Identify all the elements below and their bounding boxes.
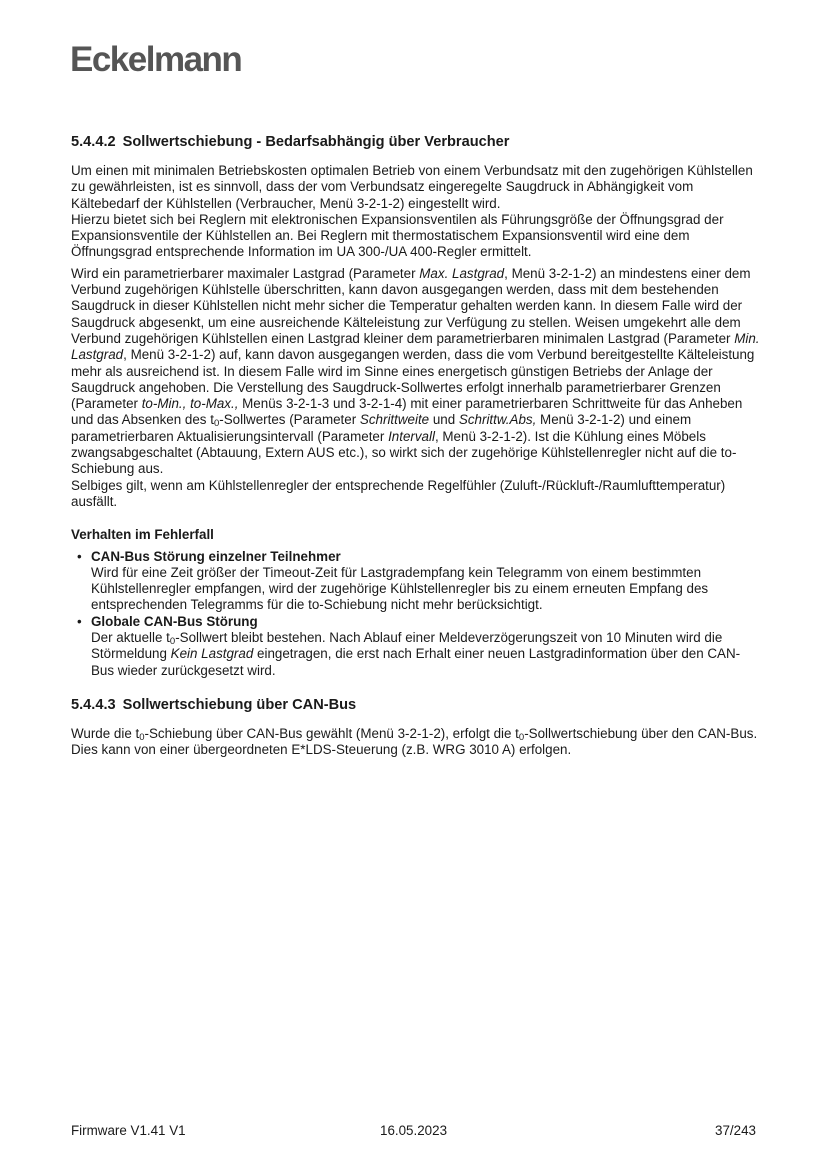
text: , Menü 3-2-1-2) auf, kann davon ausgegangen werden, dass die vom Verbund bereitgestellte Kälteleistung mehr als ausreichend ist. In diesem Falle wird im Sinne eines energetisch günstigen Betriebs der Anlage der Saugdruck angehoben. Die Verstellung des Saugdruck-Sollwertes erfolgt innerhalb parametrierbarer Grenzen (Parameter [71,347,755,412]
text: und [429,412,459,428]
text: Wurde die t [71,725,140,741]
subscript: 0 [139,731,145,743]
subscript: 0 [169,636,176,648]
fault-heading: Verhalten im Fehlerfall [71,527,214,543]
bullet: • [77,613,82,629]
section-title: Sollwertschiebung - Bedarfsabhängig über Verbraucher [122,134,510,150]
section-number: 5.4.4.2 [71,134,116,150]
param-schrittw-abs: Schrittw.Abs, [458,412,537,428]
intro-text: Um einen mit minimalen Betriebskosten optimalen Betrieb von einem Verbundsatz mit den zugehörigen Kühlstellen zu gewährleisten, ist es sinnvoll, dass der vom Verbundsatz eingeregelte Saugdruck in Abhängigkeit vom Kältebedarf der Kühlstellen (Verbraucher, Menü 3-2-1-2) eingestellt wird. [71,163,753,211]
text: Wird ein parametrierbarer maximaler Lastgrad (Parameter [71,265,420,281]
firmware-version: Firmware V1.41 V1 [71,1123,186,1138]
bullet: • [77,548,82,564]
param-schrittweite: Schrittweite [359,412,430,428]
document-date: 16.05.2023 [380,1123,448,1138]
list-item-title: Globale CAN-Bus Störung [91,613,258,629]
fault-list [71,549,761,679]
param-max-lastgrad: Max. Lastgrad [419,265,505,281]
paragraph-lastgrad [71,266,761,510]
text: Selbiges gilt, wenn am Kühlstellenregler der entsprechende Regelfühler (Zuluft-/Rückluft-/Raumlufttemperatur) ausfällt. [71,477,726,509]
subscript: 0 [518,731,525,743]
section-heading-5-4-4-3 [71,696,761,714]
section-heading-5-4-4-2 [71,133,761,151]
intro-text-2: Hierzu bietet sich bei Reglern mit elektronischen Expansionsventilen als Führungsgröße der Öffnungsgrad der Expansionsventile der Kühlstellen an. Bei Reglern mit thermostatischem Expansionsventil wird eine dem Öffnungsgrad entsprechende Information im UA 300-/UA 400-Regler ermittelt. [71,211,724,260]
text: -Sollwert bleibt bestehen. Nach Ablauf einer Meldeverzögerungszeit von 10 Minuten wird die Störmeldung [91,630,723,662]
paragraph-intro [71,163,761,261]
param-to-min-max: to-Min., to-Max., [141,396,239,412]
text: -Schiebung über CAN-Bus gewählt (Menü 3-2-1-2), erfolgt die t [144,725,519,741]
list-item [71,549,761,614]
eckelmann-logo: Eckelmann [70,40,242,79]
paragraph-can-bus [71,726,761,759]
text: Menü 3-2-1-2) und einem parametrierbaren Aktualisierungsintervall (Parameter [71,412,692,444]
subscript: 0 [213,418,220,430]
text: -Sollwertes (Parameter [219,412,360,428]
text: , Menü 3-2-1-2). Ist die Kühlung eines Möbels zwangsabgeschaltet (Abtauung, Extern AUS etc.), so wirkt sich der zugehörige Kühlstellenregler nicht auf die to-Schiebung aus. [71,428,737,477]
page-number: 37/243 [715,1123,756,1138]
text: -Sollwertschiebung über den CAN-Bus. Dies kann von einer übergeordneten E*LDS-Steuerung (z.B. WRG 3010 A) erfolgen. [71,725,758,758]
list-item [71,614,761,679]
text: eingetragen, die erst nach Erhalt einer neuen Lastgradinformation über den CAN-Bus wieder zurückgesetzt wird. [91,646,741,678]
param-min-lastgrad: Min. Lastgrad [71,330,760,363]
text: , Menü 3-2-1-2) an mindestens einer dem Verbund zugehörigen Kühlstelle überschritten, kann davon ausgegangen werden, dass mit dem bestehenden Saugdruck in dieser Kühlstellen nicht mehr sicher die Temperatur gehalten werden kann. In diesem Falle wird der Saugdruck abgesenkt, um eine ausreichende Kälteleistung zur Verfügung zu stellen. Weisen umgekehrt alle dem Verbund zugehörigen Kühlstellen einen Lastgrad kleiner dem parametrierbaren minimalen Lastgrad (Parameter [71,265,751,346]
section-number: 5.4.4.3 [71,696,116,713]
section-title: Sollwertschiebung über CAN-Bus [122,696,357,713]
text: Der aktuelle t [91,630,170,646]
list-item-text: Wird für eine Zeit größer der Timeout-Zeit für Lastgradempfang kein Telegramm von einem bestimmten Kühlstellenregler empfangen, wird der zugehörige Kühlstellenregler bis zu einem erneuten Empfang des entsprechenden Telegramms für die to-Schiebung nicht mehr berücksichtigt. [91,564,709,613]
param-intervall: Intervall [388,428,435,444]
text: Menüs 3-2-1-3 und 3-2-1-4) mit einer parametrierbaren Schrittweite für das Anheben und das Absenken des t [71,396,743,428]
main-content [71,133,761,764]
list-item-title: CAN-Bus Störung einzelner Teilnehmer [91,548,341,564]
message-kein-lastgrad: Kein Lastgrad [170,646,254,662]
